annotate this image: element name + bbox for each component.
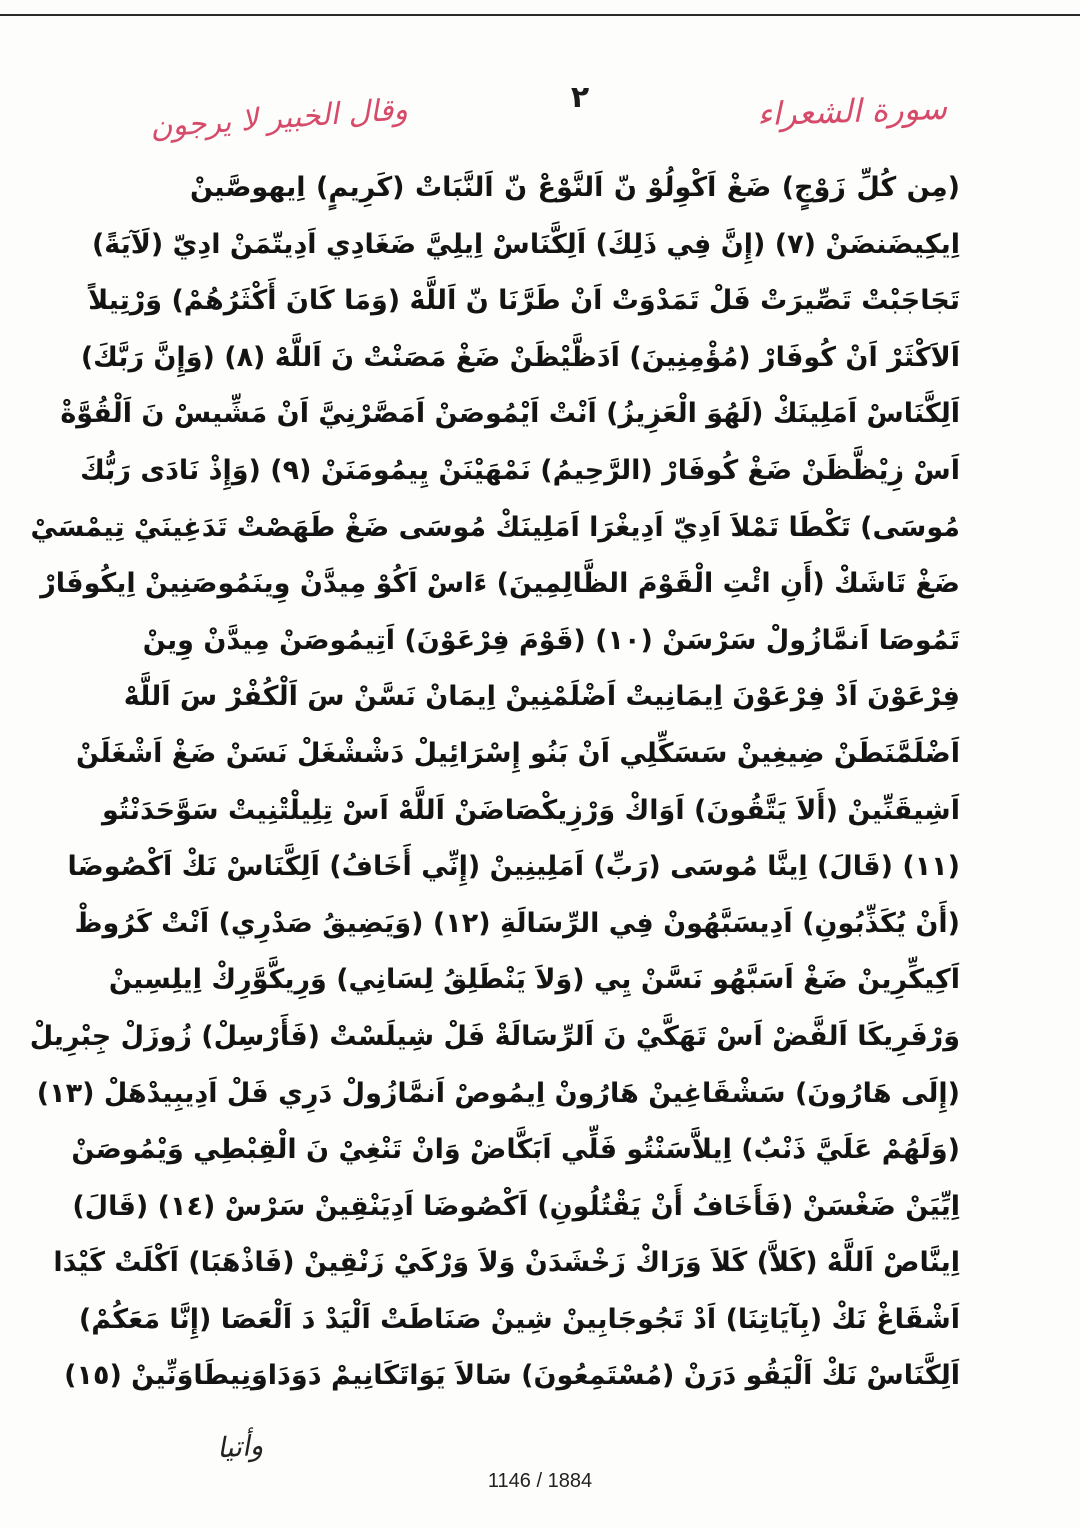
text-line: فِرْعَوْنَ اَدْ فِرْعَوْنَ اِيمَانِيتْ اَضْلَمْنِينْ اِيمَانْ نَسَّنْ سَ اَلْكُفْرْ سَ اَللَّهْ (123, 681, 960, 713)
catchword: وأتيا (215, 1428, 265, 1465)
text-line: اِيِّيَنْ ضَغْسَنْ (فَأَخَافُ أَنْ يَقْتُلُونِ) اَكْصُوضَا اَدِيَنْقِينْ سَرْسْ (١٤) (قَالَ) (72, 1190, 960, 1222)
text-line: اَضْلَمَّنَطَنْ ضِيغِينْ سَسَكِّلِي اَنْ بَنُو إِسْرَائِيلْ دَشْشْغَلْ نَسَنْ ضَغْ اَشْغَلَنْ (76, 737, 960, 769)
text-line: تَجَاجَبْتْ تَصِّيرَتْ فَلْ تَمَدْوَتْ اَنْ طَرَّنَا نّ اَللَّهْ (وَمَا كَانَ أَكْثَرُهُمْ) وَرْتِيلاً (88, 285, 960, 317)
text-line: (١١) (قَالَ) اِينَّا مُوسَى (رَبِّ) اَمَلِينِينْ (إِنِّي أَخَافُ) اَلِكَّنَاسْ نَكْ اَكْصُوضَا (67, 851, 960, 883)
text-line: اَلاَكْثَرْ اَنْ كُوفَارْ (مُؤْمِنِينَ) اَدَظَّيْظَنْ ضَغْ مَصَنْتْ نَ اَللَّهْ (٨) (وَإِنَّ رَبَّكَ) (80, 341, 960, 373)
manuscript-text-body (29, 160, 960, 1405)
text-line: اِيكِيضَنضَنْ (٧) (إِنَّ فِي ذَلِكَ) اَلِكَّنَاسْ اِيلِيَّ ضَغَادِي اَدِيتّمَنْ ادِيّ (لَآيَةً) (91, 228, 960, 260)
text-line: اَسْ زِيْظَّظَنْ ضَغْ كُوفَارْ (الرَّحِيمُ) نَمْهَيْنَنْ يِيمُومَنَنْ (٩) (وَإِذْ نَادَى رَبُّكَ (80, 454, 960, 486)
text-line: اَلِكَّنَاسْ اَمَلِينَكْ (لَهُوَ الْعَزِيزُ) اَنْتْ اَيْمُوصَنْ اَمَصَّرْنِيَّ اَنْ مَشِّيسْ نَ اَلْقُوَّةْ (60, 398, 960, 430)
text-line: اَشْقَاغْ نَكْ (بِآيَاتِنَا) اَدْ تَجُوجَابِينْ شِينْ صَنَاطَتْ اَلْيَدْ دَ اَلْعَصَا (إِنَّا مَعَكُمْ) (78, 1303, 960, 1335)
page-number: ٢ (570, 80, 590, 115)
text-line: (مِن كُلِّ زَوْجٍ) ضَغْ اَكْوِلُوْ نّ اَلنَّوْعْ نّ اَلنَّبَاتْ (كَرِيمٍ) اِيهوصَّينْ (190, 172, 960, 203)
text-line: (إِلَى هَارُونَ) سَشْقَاغِينْ هَارُونْ اِيمُوصْ اَنمَّازُولْ دَرِي فَلْ اَدِيبِيدْهَلْ (١٣) (36, 1077, 960, 1109)
surah-title: سورة الشعراء (756, 88, 948, 134)
text-line: اِينَّاصْ اَللَّهْ (كَلاَّ) كَلاَ وَرَاكْ زَخْشَدَنْ وَلاَ وَرْكَيْ زَنْقِينْ (فَاذْهَبَا) اَكْلَتْ كَيْدَا (53, 1247, 960, 1279)
text-line: مُوسَى) تَكْطَا تَمْلاَ اَدِيّ اَدِيغْرَا اَمَلِينَكْ مُوسَى ضَغْ طَهَصْتْ تَدَغِينَيْ تِيمْسَيْ (30, 511, 960, 543)
text-line: اَكِيكِّرِينْ ضَغْ اَسَبَّهُو نَسَّنْ يِي (وَلاَ يَنْطَلِقُ لِسَانِي) وَرِيكَّوَّرِكْ اِيلِسِينْ (108, 964, 960, 996)
text-line: تَمُوصَا اَنمَّازُولْ سَرْسَنْ (١٠) (قَوْمَ فِرْعَوْنَ) اَتِيمُوصَنْ مِيدَّنْ وِينْ (142, 624, 960, 656)
top-border-line (0, 14, 1080, 16)
text-line: ضَغْ تَاشَكْ (أَنِ ائْتِ الْقَوْمَ الظَّالِمِينَ) ءَاسْ اَكُوْ مِيدَّنْ وِينَمُوصَنِينْ اِيكُوفَارْ (40, 568, 960, 600)
text-line: (أَنْ يُكَذِّبُونِ) اَدِيسَبَّهُونْ فِي الرِّسَالَةِ (١٢) (وَيَضِيقُ صَدْرِي) اَنْتْ كَرُوظْ (74, 907, 960, 939)
margin-note: وقال الخبير لا يرجون (149, 92, 409, 145)
page-indicator: 1146 / 1884 (487, 1470, 593, 1492)
text-line: اَشِيقَنِّينْ (أَلاَ يَتَّقُونَ) اَوَاكْ وَرْزِيكْصَاضَنْ اَللَّهْ اَسْ تِلِيلْتْنِيتْ سَوَّحَدَنْتُو (101, 794, 960, 826)
text-line: وَرْفَرِيكَا اَلفَّضْ اَسْ تَهَكَّيْ نَ اَلرِّسَالَةْ فَلْ شِيلَسْتْ (فَأَرْسِلْ) زُوزَلْ جِبْرِيلْ (29, 1020, 960, 1052)
text-line: (وَلَهُمْ عَلَيَّ ذَنْبٌ) اِيلاَّسَنْتُو فَلِّي اَبَكَّاضْ وَانْ تَنْغِيْ نَ الْقِبْطِي وَيْمُوصَنْ (71, 1134, 960, 1166)
text-line: اَلِكَّنَاسْ نَكْ اَلْيَقُو دَرَنْ (مُسْتَمِعُونَ) سَالاَ يَوَاتَكَانِيمْ دَوَدَاوَنِيطَاوَنِّينْ (١٥) (64, 1360, 960, 1392)
